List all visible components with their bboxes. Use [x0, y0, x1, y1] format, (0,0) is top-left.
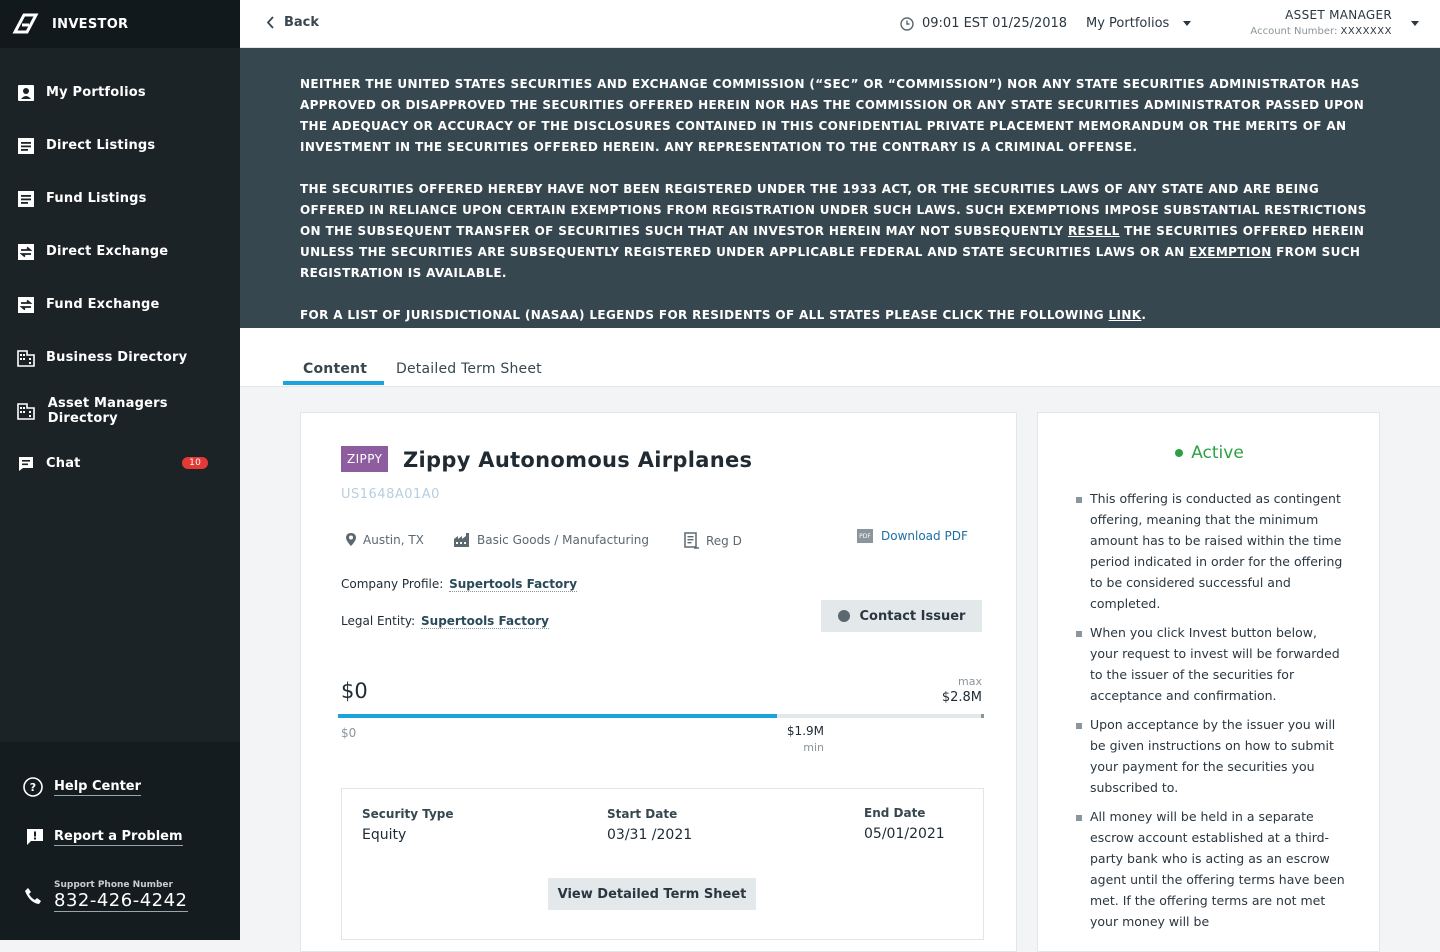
- offering-notes: [1076, 488, 1346, 940]
- sidebar-item-label: Direct Exchange: [46, 244, 169, 259]
- sidebar-item-chat[interactable]: [0, 437, 240, 490]
- max-label: max: [958, 675, 982, 688]
- report-problem-link[interactable]: [26, 826, 183, 848]
- disclaimer-text: THE SECURITIES OFFERED HEREBY HAVE NOT BEEN REGISTERED UNDER THE 1933 ACT, OR THE SECURITIES LAWS OF ANY STATE AND ARE BEING OFFERED IN RELIANCE UPON CERTAIN EXEMPTIONS FROM REGISTRATION UNDER SUCH LAWS. SUCH EXEMPTIONS IMPOSE SUBSTANTIAL RESTRICTIONS ON THE SUBSEQUENT TRANSFER OF SECURITIES SUCH THAT AN INVESTOR HEREIN MAY NOT SUBSEQUENTLY: [300, 182, 1367, 238]
- sidebar-item-fund-listings[interactable]: [0, 172, 240, 225]
- sidebar-item-label: Chat: [46, 456, 81, 471]
- pdf-icon: PDF: [857, 529, 873, 543]
- sidebar-item-my-portfolios[interactable]: [0, 66, 240, 119]
- industry: [453, 532, 649, 548]
- contact-issuer-button[interactable]: [821, 600, 982, 632]
- legal-entity: [341, 614, 549, 628]
- funding-max-marker: [981, 714, 984, 718]
- phone-label: Support Phone Number: [54, 880, 173, 890]
- disclaimer-text: FOR A LIST OF JURISDICTIONAL (NASAA) LEGENDS FOR RESIDENTS OF ALL STATES PLEASE CLICK THE FOLLOWING: [300, 308, 1109, 322]
- disclaimer-text: .: [1141, 308, 1147, 322]
- legal-entity-link[interactable]: Supertools Factory: [421, 614, 549, 628]
- company-profile-link[interactable]: Supertools Factory: [449, 577, 578, 591]
- offering-status-panel: [1037, 412, 1380, 952]
- funding-progress-bar: [338, 714, 984, 718]
- disclaimer-paragraph-1: NEITHER THE UNITED STATES SECURITIES AND EXCHANGE COMMISSION (“SEC” OR “COMMISSION”) NOR ANY STATE SECURITIES ADMINISTRATOR HAS APPROVED OR DISAPPROVED THE SECURITIES OFFERED HEREIN NOR HAS THE COMMISSION OR ANY STATE SECURITIES ADMINISTRATOR PASSED UPON THE ADEQUACY OR ACCURACY OF THE DISCLOSURES CONTAINED IN THIS CONFIDENTIAL PRIVATE PLACEMENT MEMORANDUM OR THE MERITS OF AN INVESTMENT IN THE SECURITIES OFFERED HEREIN. ANY REPRESENTATION TO THE CONTRARY IS A CRIMINAL OFFENSE.: [300, 77, 1365, 154]
- help-center-label: Help Center: [54, 778, 142, 794]
- terms-summary: [341, 788, 984, 940]
- caret-down-icon: [1183, 21, 1191, 26]
- end-date-value: 05/01/2021: [864, 826, 945, 842]
- account-caret-down-icon[interactable]: [1411, 21, 1419, 26]
- exchange-icon: [16, 242, 36, 262]
- listing-icon: [16, 136, 36, 156]
- legal-entity-label: Legal Entity:: [341, 614, 416, 628]
- view-term-sheet-button[interactable]: View Detailed Term Sheet: [548, 878, 756, 910]
- download-pdf-label: Download PDF: [881, 529, 968, 543]
- help-icon: [22, 776, 44, 798]
- start-date-label: Start Date: [607, 807, 678, 821]
- clock-icon: [900, 17, 914, 31]
- account-number-label: Account Number:: [1250, 26, 1338, 37]
- building-icon: [16, 401, 36, 421]
- offering-card: [300, 412, 1017, 952]
- max-value: $2.8M: [941, 690, 982, 705]
- ticker-badge: ZIPPY: [341, 446, 388, 472]
- industry-text: Basic Goods / Manufacturing: [477, 533, 650, 547]
- support-phone: [22, 880, 188, 911]
- phone-number[interactable]: 832-426-4242: [54, 890, 188, 911]
- brand-header[interactable]: [0, 0, 240, 48]
- end-date-label: End Date: [864, 806, 926, 820]
- back-button[interactable]: [266, 15, 319, 30]
- regulation-text: Reg D: [706, 533, 742, 548]
- company-name: Zippy Autonomous Airplanes: [403, 448, 753, 472]
- sidebar-item-asset-managers-directory[interactable]: [0, 384, 240, 437]
- min-value: $1.9M: [786, 724, 824, 738]
- portfolios-label: My Portfolios: [1086, 16, 1170, 31]
- sidebar-item-direct-exchange[interactable]: [0, 225, 240, 278]
- location: [345, 532, 424, 547]
- end-date: [864, 806, 945, 842]
- disclaimer-paragraph-2: [300, 179, 1380, 284]
- portfolios-dropdown[interactable]: [1086, 16, 1191, 31]
- contact-issuer-label: Contact Issuer: [859, 608, 966, 624]
- portfolio-icon: [16, 83, 36, 103]
- phone-block: [54, 880, 188, 911]
- legal-disclaimer: [240, 48, 1440, 328]
- building-icon: [16, 348, 36, 368]
- unread-badge: 10: [182, 457, 208, 469]
- status-text: Active: [1191, 443, 1244, 463]
- regulation: [684, 532, 742, 549]
- start-date: [607, 807, 692, 843]
- svg-text:?: ?: [29, 781, 37, 794]
- sidebar-item-label: Fund Listings: [46, 191, 147, 206]
- tab-bar: [240, 328, 1440, 387]
- document-icon: [684, 532, 700, 549]
- logo-icon: [12, 11, 40, 37]
- disclaimer-paragraph-3: [300, 305, 1380, 326]
- disclaimer-text: THE SECURITIES OFFERED HEREIN UNLESS THE SECURITIES ARE SUBSEQUENTLY REGISTERED UNDER APPLICABLE FEDERAL AND STATE SECURITIES LAWS OR AN: [300, 224, 1365, 259]
- sidebar-item-direct-listings[interactable]: [0, 119, 240, 172]
- location-pin-icon: [345, 532, 357, 547]
- list-item: When you click Invest button below, your request to invest will be forwarded to the issuer of the securities for acceptance and confirmation.: [1076, 622, 1346, 706]
- brand-name: INVESTOR: [52, 16, 129, 32]
- status-dot-icon: [1175, 449, 1183, 457]
- sidebar-nav: [0, 48, 240, 490]
- chat-bubble-icon: [838, 610, 850, 622]
- active-tab-indicator: [283, 381, 384, 385]
- account-number-line: [1250, 26, 1392, 37]
- chat-icon: [16, 454, 36, 474]
- zero-label: $0: [341, 726, 357, 740]
- sidebar-footer: [0, 742, 240, 940]
- list-item: All money will be held in a separate escrow account established at a third-party bank who is acting as an escrow agent until the offering terms have been met. If the offering terms are not met your money will be: [1076, 806, 1346, 932]
- report-problem-label: Report a Problem: [54, 828, 183, 844]
- min-label: min: [803, 741, 824, 754]
- security-type-label: Security Type: [362, 807, 454, 821]
- sidebar-item-label: Asset Managers Directory: [47, 395, 168, 426]
- resell-link[interactable]: RESELL: [1067, 224, 1120, 238]
- account-info[interactable]: [1250, 8, 1392, 37]
- status-badge: [1038, 443, 1381, 463]
- report-icon: [26, 826, 44, 848]
- account-number: XXXXXXX: [1340, 26, 1392, 37]
- factory-icon: [453, 532, 471, 548]
- isin-code: US1648A01A0: [341, 487, 440, 502]
- sidebar: [0, 0, 240, 940]
- download-pdf-link[interactable]: [857, 529, 968, 543]
- sidebar-item-label: Direct Listings: [46, 138, 156, 153]
- location-text: Austin, TX: [363, 532, 424, 547]
- start-date-value: 03/31 /2021: [607, 827, 693, 843]
- funding-min-fill: [338, 714, 777, 718]
- current-time: [900, 16, 1067, 31]
- chevron-left-icon: [266, 16, 274, 29]
- disclaimer-text: FROM SUCH REGISTRATION IS AVAILABLE.: [300, 245, 1361, 280]
- sidebar-item-label: My Portfolios: [46, 85, 146, 100]
- security-type: [362, 807, 454, 843]
- list-item: Upon acceptance by the issuer you will be given instructions on how to submit your payment for the securities you subscribed to.: [1076, 714, 1346, 798]
- list-item: This offering is conducted as contingent offering, meaning that the minimum amount has to be raised within the time period indicated in order for the offering to be considered successful and completed.: [1076, 488, 1346, 614]
- sidebar-item-label: Fund Exchange: [46, 297, 160, 312]
- account-role: ASSET MANAGER: [1285, 8, 1392, 22]
- exemption-link[interactable]: EXEMPTION: [1189, 245, 1272, 259]
- nasaa-link[interactable]: LINK: [1108, 308, 1142, 322]
- company-profile-label: Company Profile:: [341, 577, 444, 591]
- sidebar-item-business-directory[interactable]: [0, 331, 240, 384]
- phone-icon: [22, 885, 44, 907]
- sidebar-item-label: Business Directory: [46, 350, 188, 365]
- security-type-value: Equity: [362, 827, 407, 843]
- time-text: 09:01 EST 01/25/2018: [922, 16, 1068, 31]
- help-center-link[interactable]: [22, 776, 141, 798]
- back-label: Back: [284, 15, 320, 30]
- tab-content[interactable]: Content: [303, 361, 368, 377]
- sidebar-item-fund-exchange[interactable]: [0, 278, 240, 331]
- amount-raised: $0: [341, 679, 368, 703]
- company-profile: [341, 577, 577, 591]
- exchange-icon: [16, 295, 36, 315]
- top-bar: [240, 0, 1440, 48]
- listing-icon: [16, 189, 36, 209]
- tab-detailed-term-sheet[interactable]: Detailed Term Sheet: [396, 361, 542, 377]
